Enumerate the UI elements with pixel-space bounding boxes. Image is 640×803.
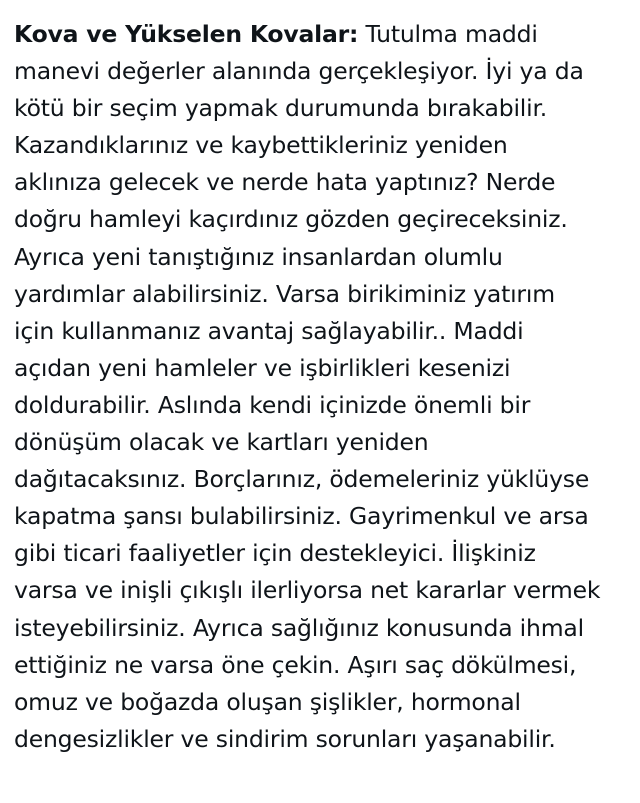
- post-line-13: dağıtacaksınız. Borçlarınız, ödemeleriniz yüklüyse: [14, 465, 590, 494]
- post-line-12: dönüşüm olacak ve kartları yeniden: [14, 428, 429, 457]
- post-line-18: ettiğiniz ne varsa öne çekin. Aşırı saç dökülmesi,: [14, 650, 577, 679]
- post-line-4: Kazandıklarınız ve kaybettikleriniz yeniden: [14, 131, 508, 160]
- post-line-20: dengesizlikler ve sindirim sorunları yaşanabilir.: [14, 724, 556, 753]
- post-line-17: isteyebilirsiniz. Ayrıca sağlığınız konusunda ihmal: [14, 613, 584, 642]
- post-line-14: kapatma şansı bulabilirsiniz. Gayrimenkul ve arsa: [14, 502, 589, 531]
- post-line-1: [14, 16, 634, 53]
- post-line-7: Ayrıca yeni tanıştığınız insanlardan olumlu: [14, 242, 503, 271]
- post-line-9: için kullanmanız avantaj sağlayabilir.. Maddi: [14, 316, 524, 345]
- post-line-16: varsa ve inişli çıkışlı ilerliyorsa net kararlar vermek: [14, 576, 601, 605]
- post-line-6: doğru hamleyi kaçırdınız gözden geçireceksiniz.: [14, 205, 568, 234]
- post-line-19: omuz ve boğazda oluşan şişlikler, hormonal: [14, 687, 521, 716]
- post-line-5: aklınıza gelecek ve nerde hata yaptınız? Nerde: [14, 168, 556, 197]
- post-line-3: kötü bir seçim yapmak durumunda bırakabilir.: [14, 94, 548, 123]
- post-line-2: manevi değerler alanında gerçekleşiyor. İyi ya da: [14, 57, 584, 86]
- post-line-text: Tutulma maddi: [358, 20, 538, 48]
- post-body: [14, 16, 634, 758]
- post-line-10: açıdan yeni hamleler ve işbirlikleri kesenizi: [14, 353, 511, 382]
- post-line-15: gibi ticari faaliyetler için destekleyici. İlişkiniz: [14, 539, 536, 568]
- post-heading: Kova ve Yükselen Kovalar:: [14, 20, 359, 48]
- post-line-11: doldurabilir. Aslında kendi içinizde önemli bir: [14, 390, 531, 419]
- post-line-8: yardımlar alabilirsiniz. Varsa birikiminiz yatırım: [14, 279, 555, 308]
